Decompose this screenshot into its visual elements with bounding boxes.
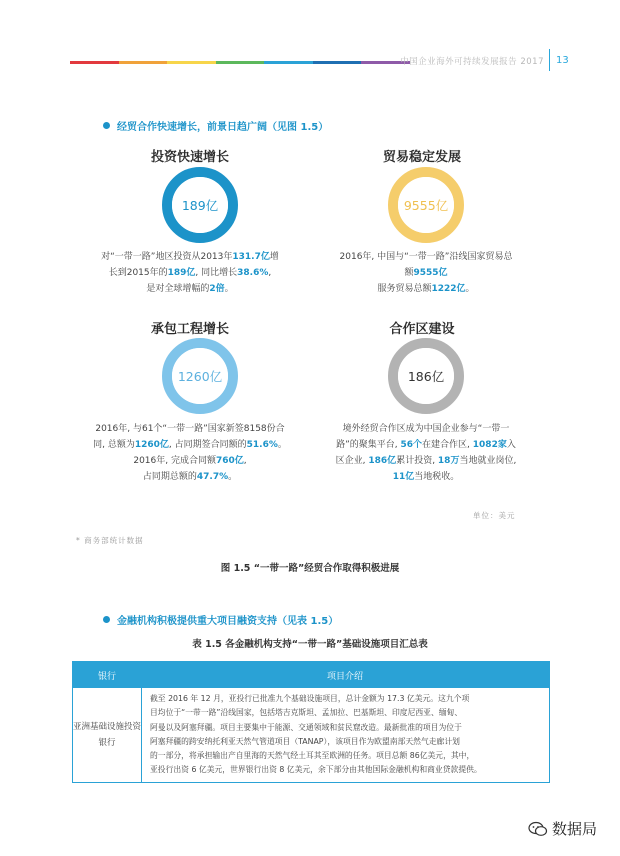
highlight-figure: 131.7亿 [232,252,270,262]
description-text: 在建合作区, [422,440,473,450]
metric-description-trade [306,249,546,297]
metric-ring-cooperation-zone [388,338,464,414]
watermark: 数据局 [528,818,597,839]
description-text: 2016年, 中国与“一带一路”沿线国家贸易总 [339,252,513,262]
highlight-figure: 1222亿 [431,284,466,294]
header-stripe-segment [167,61,216,64]
description-text: , 占同期签合同额的 [168,440,247,450]
description-text: 。 [224,284,234,294]
description-text: 2016年, 完成合同额 [133,456,216,466]
header-stripe-segment [216,61,265,64]
metric-value: 9555亿 [398,177,454,233]
highlight-figure: 189亿 [167,268,196,278]
description-text: 区企业, [335,456,369,466]
block-title-contracting: 承包工程增长 [150,322,229,337]
block-title-trade: 贸易稳定发展 [382,150,461,165]
header-divider [549,49,550,71]
cell-project-description: 截至 2016 年 12 月，亚投行已批准九个基础设施项目，总计金额为 17.3 亿美元。这九个项 目均位于“一带一路”沿线国家，包括塔吉克斯坦、孟加拉、巴基斯坦、印度尼西亚、缅甸、 阿曼以及阿塞拜疆。项目主要集中于能源、交通领域和贫民窟改造。最新批准的项目为位于 阿塞拜疆的跨安纳托利亚天然气管道项目（TANAP），该项目作为欧盟南部天然气走廊计划 的一部分，将承担输出产自里海的天然气经土耳其至欧洲的任务。项目总额 86亿美元，其中， 亚投行出资 6 亿美元，世界银行出资 8 亿美元，余下部分由其他国际金融机构和商业贷款提供。 [150,694,482,775]
column-header-project: 项目介绍 [326,671,363,682]
highlight-figure: 186亿 [368,456,397,466]
description-text: 额 [404,268,414,278]
description-text: 对“一带一路”地区投资从2013年 [101,252,233,262]
metric-description-contracting [70,421,310,485]
column-header-bank: 银行 [97,671,116,682]
page-number: 13 [556,55,569,66]
highlight-figure: 11亿 [392,472,415,482]
metric-value: 186亿 [398,348,454,404]
header-stripe-segment [313,61,362,64]
cell-bank: 亚洲基础设施投资银行 [73,688,142,782]
table-caption: 表 1.5 各金融机构支持“一带一路”基础设施项目汇总表 [192,639,428,650]
description-text: 同, 总额为 [93,440,135,450]
description-text: 占同期总额的 [142,472,197,482]
bullet-icon [103,122,110,129]
metric-value: 189亿 [172,177,228,233]
description-line [306,281,546,297]
highlight-figure: 2倍 [209,284,225,294]
bullet-icon [103,616,110,623]
highlight-figure: 760亿 [215,456,244,466]
description-line [306,249,546,265]
highlight-figure: 1260亿 [134,440,169,450]
description-line [70,281,310,297]
highlight-figure: 1082家 [472,440,507,450]
description-line [306,453,546,469]
metric-value: 1260亿 [172,348,228,404]
description-line [306,469,546,485]
description-text: 2016年, 与61个“一带一路”国家新签8158份合 [95,424,285,434]
highlight-figure: 9555亿 [413,268,448,278]
header-stripe-segment [264,61,313,64]
metric-description-cooperation-zone [306,421,546,485]
block-title-investment: 投资快速增长 [150,150,229,165]
description-line [70,437,310,453]
description-text: 累计投资, [396,456,438,466]
description-text: , [268,268,272,278]
description-line [70,469,310,485]
description-text: 当地税收。 [414,472,460,482]
description-text: 服务贸易总额 [377,284,432,294]
description-line [70,453,310,469]
highlight-figure: 38.6% [237,268,269,278]
description-text: 是对全球增幅的 [146,284,210,294]
table-row [73,688,549,782]
report-title: 中国企业海外可持续发展报告 2017 [400,57,544,67]
description-line [70,265,310,281]
section-heading-trade: 经贸合作快速增长，前景日趋广阔（见图 1.5） [103,118,328,133]
highlight-figure: 18万 [437,456,460,466]
wechat-icon [528,821,548,837]
unit-note: 单位：美元 [473,511,516,520]
metric-ring-contracting [162,338,238,414]
section-heading-finance: 金融机构积极提供重大项目融资支持（见表 1.5） [103,612,338,627]
financing-table [72,661,550,783]
description-text: 。 [228,472,238,482]
metric-ring-trade [388,167,464,243]
highlight-figure: 47.7% [196,472,229,482]
description-text: 境外经贸合作区成为中国企业参与“一带一 [342,424,510,434]
header-stripe-segment [70,61,119,64]
description-text: 当地就业岗位, [459,456,517,466]
metric-ring-investment [162,167,238,243]
figure-caption: 图 1.5 “一带一路”经贸合作取得积极进展 [220,563,400,574]
block-title-cooperation-zone: 合作区建设 [389,322,455,337]
description-line [70,421,310,437]
description-line [70,249,310,265]
description-line [306,265,546,281]
description-text: 。 [465,284,475,294]
description-text: 长到2015年的 [108,268,168,278]
description-text: 入 [506,440,516,450]
description-line [306,421,546,437]
description-text: 路”的聚集平台, [336,440,401,450]
description-text: 增 [269,252,279,262]
highlight-figure: 56个 [400,440,423,450]
highlight-figure: 51.6% [246,440,278,450]
description-text: , [243,456,247,466]
table-header-row [73,662,549,688]
metric-description-investment [70,249,310,297]
description-line [306,437,546,453]
header-stripe-segment [119,61,168,64]
description-text: 。 [277,440,287,450]
description-text: , 同比增长 [195,268,238,278]
source-note: * 商务部统计数据 [76,536,144,545]
